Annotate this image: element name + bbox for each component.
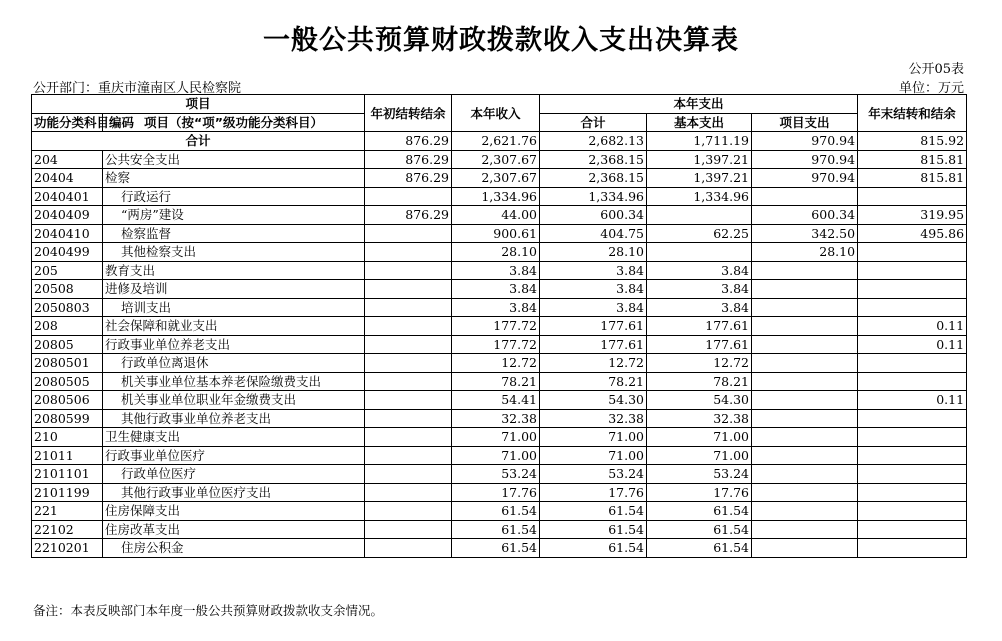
budget-table bbox=[31, 94, 967, 558]
row-name: 行政事业单位医疗 bbox=[103, 446, 365, 465]
row-expense-total: 61.54 bbox=[540, 539, 647, 558]
table-row bbox=[32, 520, 967, 539]
row-project-expense bbox=[752, 391, 858, 410]
row-code: 20805 bbox=[32, 335, 103, 354]
row-end-balance bbox=[858, 261, 967, 280]
row-basic-expense: 12.72 bbox=[647, 354, 752, 373]
row-project-expense bbox=[752, 280, 858, 299]
row-name: 行政单位医疗 bbox=[103, 465, 365, 484]
row-end-balance bbox=[858, 354, 967, 373]
row-code: 221 bbox=[32, 502, 103, 521]
row-income: 53.24 bbox=[452, 465, 540, 484]
row-begin-balance bbox=[365, 446, 452, 465]
row-project-expense bbox=[752, 317, 858, 336]
row-basic-expense: 54.30 bbox=[647, 391, 752, 410]
row-income: 2,307.67 bbox=[452, 150, 540, 169]
row-end-balance: 815.81 bbox=[858, 169, 967, 188]
total-end: 815.92 bbox=[858, 132, 967, 151]
row-income: 3.84 bbox=[452, 298, 540, 317]
row-code: 2080506 bbox=[32, 391, 103, 410]
row-basic-expense: 1,397.21 bbox=[647, 150, 752, 169]
row-income: 78.21 bbox=[452, 372, 540, 391]
row-income: 54.41 bbox=[452, 391, 540, 410]
row-basic-expense: 177.61 bbox=[647, 335, 752, 354]
row-expense-total: 177.61 bbox=[540, 317, 647, 336]
table-row bbox=[32, 150, 967, 169]
row-code: 210 bbox=[32, 428, 103, 447]
row-project-expense bbox=[752, 446, 858, 465]
page-title: 一般公共预算财政拨款收入支出决算表 bbox=[263, 25, 739, 56]
row-project-expense: 970.94 bbox=[752, 169, 858, 188]
total-project: 970.94 bbox=[752, 132, 858, 151]
row-name: 住房改革支出 bbox=[103, 520, 365, 539]
row-end-balance bbox=[858, 409, 967, 428]
row-expense-total: 78.21 bbox=[540, 372, 647, 391]
row-income: 61.54 bbox=[452, 502, 540, 521]
row-income: 177.72 bbox=[452, 335, 540, 354]
row-project-expense bbox=[752, 428, 858, 447]
row-code: 2040410 bbox=[32, 224, 103, 243]
header-name: 项目（按“项”级功能分类科目） bbox=[103, 113, 365, 132]
row-basic-expense: 61.54 bbox=[647, 539, 752, 558]
row-end-balance: 319.95 bbox=[858, 206, 967, 225]
row-basic-expense: 3.84 bbox=[647, 298, 752, 317]
table-row bbox=[32, 465, 967, 484]
row-begin-balance bbox=[365, 372, 452, 391]
row-begin-balance bbox=[365, 502, 452, 521]
row-basic-expense: 1,334.96 bbox=[647, 187, 752, 206]
table-row bbox=[32, 187, 967, 206]
header-basic: 基本支出 bbox=[647, 113, 752, 132]
row-project-expense bbox=[752, 372, 858, 391]
row-begin-balance bbox=[365, 428, 452, 447]
row-begin-balance bbox=[365, 224, 452, 243]
table-row bbox=[32, 335, 967, 354]
row-income: 3.84 bbox=[452, 261, 540, 280]
row-income: 12.72 bbox=[452, 354, 540, 373]
row-name: 住房保障支出 bbox=[103, 502, 365, 521]
row-name: 卫生健康支出 bbox=[103, 428, 365, 447]
row-income: 177.72 bbox=[452, 317, 540, 336]
row-name: “两房”建设 bbox=[103, 206, 365, 225]
row-expense-total: 3.84 bbox=[540, 261, 647, 280]
row-code: 20508 bbox=[32, 280, 103, 299]
row-project-expense: 342.50 bbox=[752, 224, 858, 243]
row-code: 208 bbox=[32, 317, 103, 336]
unit-label: 单位：万元 bbox=[898, 81, 964, 96]
row-name: 住房公积金 bbox=[103, 539, 365, 558]
row-basic-expense: 3.84 bbox=[647, 280, 752, 299]
table-row bbox=[32, 428, 967, 447]
row-income: 71.00 bbox=[452, 446, 540, 465]
table-row bbox=[32, 261, 967, 280]
row-project-expense bbox=[752, 354, 858, 373]
row-name: 行政单位离退休 bbox=[103, 354, 365, 373]
row-project-expense bbox=[752, 465, 858, 484]
row-begin-balance: 876.29 bbox=[365, 169, 452, 188]
table-row bbox=[32, 409, 967, 428]
row-basic-expense: 61.54 bbox=[647, 520, 752, 539]
row-begin-balance bbox=[365, 539, 452, 558]
row-project-expense bbox=[752, 335, 858, 354]
row-code: 205 bbox=[32, 261, 103, 280]
row-end-balance bbox=[858, 187, 967, 206]
row-end-balance bbox=[858, 502, 967, 521]
row-name: 机关事业单位职业年金缴费支出 bbox=[103, 391, 365, 410]
table-row bbox=[32, 391, 967, 410]
row-income: 17.76 bbox=[452, 483, 540, 502]
row-project-expense bbox=[752, 298, 858, 317]
row-begin-balance: 876.29 bbox=[365, 150, 452, 169]
row-code: 2080599 bbox=[32, 409, 103, 428]
row-basic-expense: 61.54 bbox=[647, 502, 752, 521]
table-row bbox=[32, 169, 967, 188]
footnote: 备注：本表反映部门本年度一般公共预算财政拨款收支余情况。 bbox=[33, 603, 384, 618]
row-project-expense bbox=[752, 261, 858, 280]
row-expense-total: 12.72 bbox=[540, 354, 647, 373]
row-expense-total: 53.24 bbox=[540, 465, 647, 484]
row-end-balance: 495.86 bbox=[858, 224, 967, 243]
row-name: 其他行政事业单位养老支出 bbox=[103, 409, 365, 428]
form-number: 公开05表 bbox=[908, 62, 964, 77]
row-income: 71.00 bbox=[452, 428, 540, 447]
row-end-balance: 0.11 bbox=[858, 335, 967, 354]
row-begin-balance bbox=[365, 261, 452, 280]
row-code: 2050803 bbox=[32, 298, 103, 317]
row-name: 机关事业单位基本养老保险缴费支出 bbox=[103, 372, 365, 391]
row-expense-total: 61.54 bbox=[540, 502, 647, 521]
row-basic-expense bbox=[647, 206, 752, 225]
row-end-balance: 815.81 bbox=[858, 150, 967, 169]
row-expense-total: 71.00 bbox=[540, 446, 647, 465]
row-end-balance: 0.11 bbox=[858, 317, 967, 336]
header-total: 合计 bbox=[540, 113, 647, 132]
row-income: 3.84 bbox=[452, 280, 540, 299]
total-label: 合计 bbox=[32, 132, 365, 151]
header-project: 项目支出 bbox=[752, 113, 858, 132]
row-end-balance bbox=[858, 280, 967, 299]
row-project-expense bbox=[752, 520, 858, 539]
row-begin-balance bbox=[365, 280, 452, 299]
row-end-balance bbox=[858, 520, 967, 539]
row-basic-expense: 78.21 bbox=[647, 372, 752, 391]
row-basic-expense: 1,397.21 bbox=[647, 169, 752, 188]
row-expense-total: 3.84 bbox=[540, 298, 647, 317]
row-project-expense bbox=[752, 539, 858, 558]
row-code: 2040401 bbox=[32, 187, 103, 206]
row-basic-expense bbox=[647, 243, 752, 262]
row-basic-expense: 71.00 bbox=[647, 428, 752, 447]
row-basic-expense: 62.25 bbox=[647, 224, 752, 243]
row-code: 2080505 bbox=[32, 372, 103, 391]
row-end-balance bbox=[858, 298, 967, 317]
row-income: 61.54 bbox=[452, 520, 540, 539]
row-name: 进修及培训 bbox=[103, 280, 365, 299]
row-name: 检察 bbox=[103, 169, 365, 188]
total-expense: 2,682.13 bbox=[540, 132, 647, 151]
header-begin-balance: 年初结转结余 bbox=[365, 95, 452, 132]
row-basic-expense: 177.61 bbox=[647, 317, 752, 336]
row-end-balance bbox=[858, 539, 967, 558]
table-row bbox=[32, 317, 967, 336]
row-name: 其他行政事业单位医疗支出 bbox=[103, 483, 365, 502]
row-begin-balance bbox=[365, 354, 452, 373]
row-begin-balance bbox=[365, 335, 452, 354]
table-row bbox=[32, 206, 967, 225]
row-begin-balance bbox=[365, 187, 452, 206]
total-begin: 876.29 bbox=[365, 132, 452, 151]
row-code: 22102 bbox=[32, 520, 103, 539]
row-code: 204 bbox=[32, 150, 103, 169]
row-begin-balance bbox=[365, 483, 452, 502]
row-begin-balance: 876.29 bbox=[365, 206, 452, 225]
row-project-expense bbox=[752, 483, 858, 502]
row-code: 2210201 bbox=[32, 539, 103, 558]
row-basic-expense: 32.38 bbox=[647, 409, 752, 428]
table-row bbox=[32, 539, 967, 558]
row-name: 检察监督 bbox=[103, 224, 365, 243]
table-row bbox=[32, 483, 967, 502]
total-basic: 1,711.19 bbox=[647, 132, 752, 151]
row-begin-balance bbox=[365, 391, 452, 410]
row-end-balance bbox=[858, 372, 967, 391]
row-project-expense: 600.34 bbox=[752, 206, 858, 225]
row-expense-total: 600.34 bbox=[540, 206, 647, 225]
row-code: 21011 bbox=[32, 446, 103, 465]
row-basic-expense: 71.00 bbox=[647, 446, 752, 465]
table-row bbox=[32, 224, 967, 243]
header-item-group: 项目 bbox=[32, 95, 365, 114]
row-income: 2,307.67 bbox=[452, 169, 540, 188]
row-code: 2101101 bbox=[32, 465, 103, 484]
row-expense-total: 54.30 bbox=[540, 391, 647, 410]
row-begin-balance bbox=[365, 520, 452, 539]
row-name: 公共安全支出 bbox=[103, 150, 365, 169]
row-end-balance bbox=[858, 243, 967, 262]
row-begin-balance bbox=[365, 298, 452, 317]
table-row bbox=[32, 354, 967, 373]
row-name: 其他检察支出 bbox=[103, 243, 365, 262]
header-expense-group: 本年支出 bbox=[540, 95, 858, 114]
row-income: 1,334.96 bbox=[452, 187, 540, 206]
row-code: 2080501 bbox=[32, 354, 103, 373]
row-project-expense bbox=[752, 502, 858, 521]
row-expense-total: 177.61 bbox=[540, 335, 647, 354]
table-row bbox=[32, 243, 967, 262]
row-expense-total: 2,368.15 bbox=[540, 169, 647, 188]
table-row bbox=[32, 446, 967, 465]
row-basic-expense: 17.76 bbox=[647, 483, 752, 502]
row-code: 20404 bbox=[32, 169, 103, 188]
row-expense-total: 71.00 bbox=[540, 428, 647, 447]
row-code: 2040409 bbox=[32, 206, 103, 225]
row-income: 61.54 bbox=[452, 539, 540, 558]
row-end-balance bbox=[858, 428, 967, 447]
row-expense-total: 28.10 bbox=[540, 243, 647, 262]
row-begin-balance bbox=[365, 465, 452, 484]
row-name: 教育支出 bbox=[103, 261, 365, 280]
department-label: 公开部门：重庆市潼南区人民检察院 bbox=[33, 81, 242, 96]
row-code: 2040499 bbox=[32, 243, 103, 262]
row-expense-total: 17.76 bbox=[540, 483, 647, 502]
row-project-expense bbox=[752, 409, 858, 428]
row-basic-expense: 3.84 bbox=[647, 261, 752, 280]
row-income: 900.61 bbox=[452, 224, 540, 243]
row-code: 2101199 bbox=[32, 483, 103, 502]
row-name: 行政事业单位养老支出 bbox=[103, 335, 365, 354]
total-row bbox=[32, 132, 967, 151]
row-expense-total: 404.75 bbox=[540, 224, 647, 243]
row-begin-balance bbox=[365, 243, 452, 262]
row-begin-balance bbox=[365, 317, 452, 336]
row-project-expense: 28.10 bbox=[752, 243, 858, 262]
row-name: 培训支出 bbox=[103, 298, 365, 317]
row-name: 社会保障和就业支出 bbox=[103, 317, 365, 336]
row-end-balance: 0.11 bbox=[858, 391, 967, 410]
table-row bbox=[32, 372, 967, 391]
row-end-balance bbox=[858, 483, 967, 502]
header-income: 本年收入 bbox=[452, 95, 540, 132]
table-row bbox=[32, 298, 967, 317]
row-expense-total: 1,334.96 bbox=[540, 187, 647, 206]
row-begin-balance bbox=[365, 409, 452, 428]
row-project-expense: 970.94 bbox=[752, 150, 858, 169]
row-end-balance bbox=[858, 446, 967, 465]
total-income: 2,621.76 bbox=[452, 132, 540, 151]
row-income: 28.10 bbox=[452, 243, 540, 262]
row-name: 行政运行 bbox=[103, 187, 365, 206]
row-expense-total: 61.54 bbox=[540, 520, 647, 539]
row-project-expense bbox=[752, 187, 858, 206]
row-expense-total: 32.38 bbox=[540, 409, 647, 428]
row-basic-expense: 53.24 bbox=[647, 465, 752, 484]
header-code: 功能分类科目编码 bbox=[32, 113, 103, 132]
row-expense-total: 2,368.15 bbox=[540, 150, 647, 169]
table-row bbox=[32, 502, 967, 521]
header-end-balance: 年末结转和结余 bbox=[858, 95, 967, 132]
row-income: 44.00 bbox=[452, 206, 540, 225]
table-row bbox=[32, 280, 967, 299]
row-expense-total: 3.84 bbox=[540, 280, 647, 299]
row-income: 32.38 bbox=[452, 409, 540, 428]
row-end-balance bbox=[858, 465, 967, 484]
